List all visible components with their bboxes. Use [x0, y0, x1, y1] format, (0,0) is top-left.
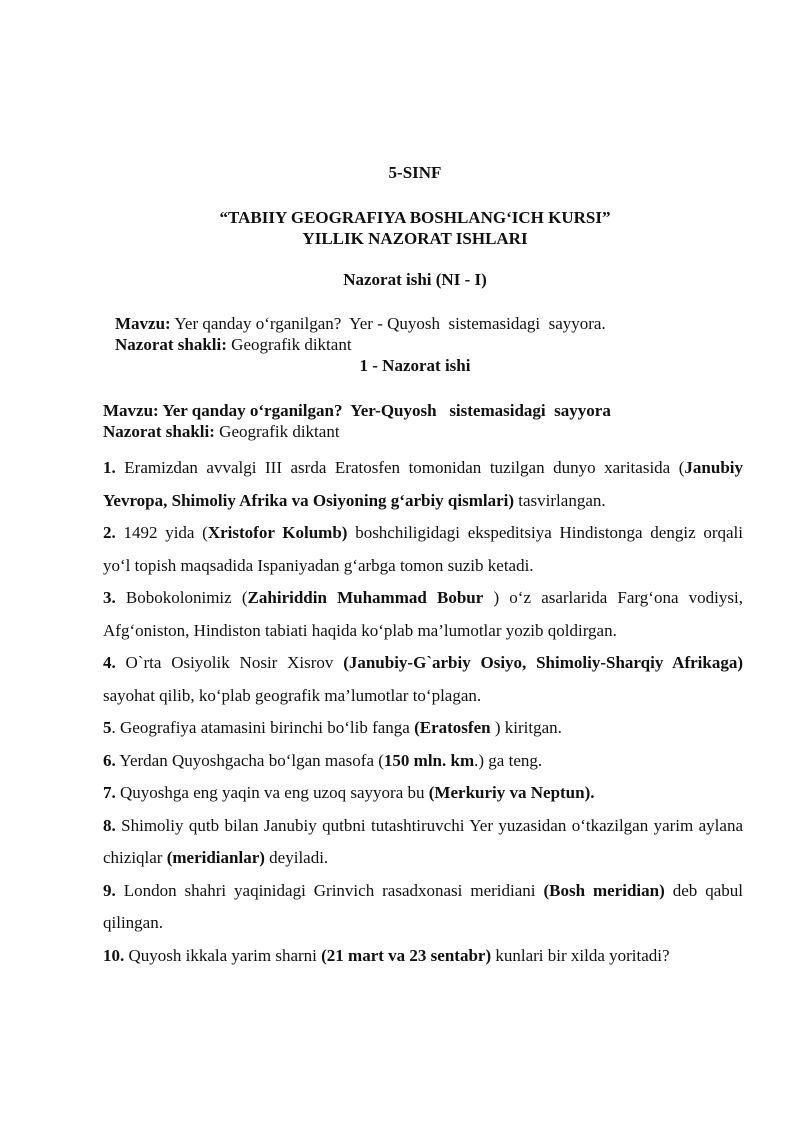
question-number: 5 [103, 718, 112, 737]
topic-value: Yer qanday o‘rganilgan? Yer-Quyosh sistemasidagi sayyora [158, 401, 611, 420]
question-text: deyiladi. [264, 848, 329, 867]
question-list [103, 452, 743, 972]
question-text: boshchiligidagi ekspeditsiya Hindistonga dengiz orqali yo‘l topish maqsadida Ispaniyadan g‘arbga tomon suzib ketadi. [103, 523, 743, 575]
form-value: Geografik diktant [214, 422, 340, 441]
question-text: O`rta Osiyolik Nosir Xisrov [115, 653, 344, 672]
question-answer: 150 mln. km [383, 750, 475, 770]
question-text: Quyoshga eng yaqin va eng uzoq sayyora bu [115, 783, 429, 802]
question-item [103, 777, 743, 810]
question-answer: (Janubiy-G`arbiy Osiyo, Shimoliy-Sharqiy Afrikaga) [343, 653, 743, 672]
question-text: Bobokolonimiz ( [115, 588, 248, 607]
question-item [103, 647, 743, 712]
course-title-line2: YILLIK NAZORAT ISHLARI [302, 229, 528, 248]
question-number: 7. [103, 783, 116, 802]
question-text: .) ga teng. [474, 750, 543, 770]
meta-bottom [103, 400, 611, 442]
question-number: 9. [103, 880, 116, 900]
question-answer: Janubiy Yevropa, Shimoliy Afrika va Osiyoning g‘arbiy qismlari) [103, 458, 743, 510]
question-answer: Zahiriddin Muhammad Bobur [247, 588, 484, 607]
course-title-line1: “TABIIY GEOGRAFIYA BOSHLANG‘ICH KURSI” [219, 208, 611, 227]
question-number: 1. [103, 458, 116, 477]
question-text: kunlari bir xilda yoritadi? [491, 945, 670, 965]
form-label: Nazorat shakli: [103, 422, 215, 441]
question-item [103, 517, 743, 582]
meta-bottom-form [103, 421, 611, 442]
control-work-title: Nazorat ishi (NI - I) [343, 270, 487, 289]
form-label: Nazorat shakli: [115, 335, 227, 354]
question-answer: (Merkuriy va Neptun). [428, 783, 595, 802]
question-text: Shimoliy qutb bilan Janubiy qutbni tutashtiruvchi Yer yuzasidan o‘tkazilgan yarim aylana chiziqlar [103, 815, 743, 867]
question-number: 8. [103, 815, 116, 835]
question-text: London shahri yaqinidagi Grinvich rasadxonasi meridiani [115, 880, 544, 900]
question-text: deb qabul qilingan. [103, 880, 743, 932]
meta-bottom-topic [103, 400, 611, 421]
question-item [103, 810, 743, 875]
question-answer: Xristofor Kolumb) [207, 523, 348, 542]
question-text: Quyosh ikkala yarim sharni [124, 945, 322, 965]
question-number: 4. [103, 653, 116, 672]
question-item [103, 712, 743, 745]
topic-value: Yer qanday o‘rganilgan? Yer - Quyosh sistemasidagi sayyora. [170, 314, 606, 333]
question-answer: (Bosh meridian) [543, 880, 665, 900]
control-work-subheading: 1 - Nazorat ishi [359, 356, 471, 375]
question-text: Eramizdan avvalgi III asrda Eratosfen tomonidan tuzilgan dunyo xaritasida ( [115, 458, 685, 477]
question-text: Yerdan Quyoshgacha bo‘lgan masofa ( [115, 750, 384, 770]
question-text: tasvirlangan. [514, 490, 606, 510]
question-number: 2. [103, 523, 116, 542]
meta-top-form [115, 334, 606, 355]
question-text: sayohat qilib, ko‘plab geografik ma’lumotlar to‘plagan. [103, 685, 482, 705]
question-answer: (21 mart va 23 sentabr) [321, 945, 492, 965]
question-item [103, 875, 743, 940]
question-number: 6. [103, 750, 116, 770]
question-answer: (Eratosfen [414, 718, 491, 737]
question-item [103, 452, 743, 517]
course-title [0, 207, 800, 249]
grade-heading: 5-SINF [388, 163, 442, 182]
question-number: 10. [103, 945, 125, 965]
question-number: 3. [103, 588, 116, 607]
form-value: Geografik diktant [226, 335, 352, 354]
question-item [103, 582, 743, 647]
question-text: . Geografiya atamasini birinchi bo‘lib fanga [111, 718, 415, 737]
question-item [103, 745, 743, 778]
question-answer: (meridianlar) [166, 848, 265, 867]
meta-top-topic [115, 313, 606, 334]
topic-label: Mavzu: [115, 314, 171, 333]
topic-label: Mavzu: [103, 401, 159, 420]
question-item [103, 940, 743, 973]
question-text: ) o‘z asarlarida Farg‘ona vodiysi, Afg‘oniston, Hindiston tabiati haqida ko‘plab ma’lumotlar yozib qoldirgan. [103, 588, 743, 640]
meta-top [115, 313, 606, 355]
question-text: ) kiritgan. [490, 718, 562, 737]
question-text: 1492 yida ( [115, 523, 208, 542]
